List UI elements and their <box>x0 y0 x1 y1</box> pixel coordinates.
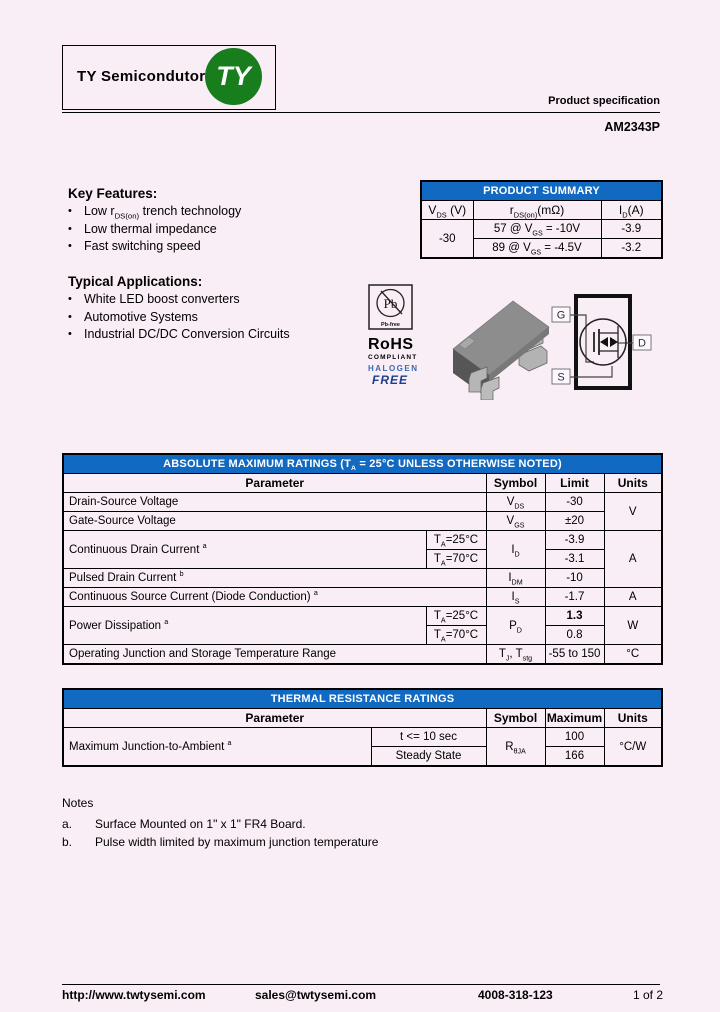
maximum-cell: 100 <box>545 728 604 747</box>
parameter-cell: Maximum Junction-to-Ambient $^a$ <box>63 728 371 767</box>
pin-configuration-diagram <box>550 286 652 398</box>
spec-label: Product specification <box>548 95 660 107</box>
note-label: a. <box>62 817 73 831</box>
limit-cell: -55 to 150 <box>545 645 604 665</box>
feature-text: Low $r_{DS(on)}$ trench technology <box>84 204 242 221</box>
page-indicator: 1 of 2 <box>633 988 664 1002</box>
symbol-cell: $I_S$ <box>486 588 545 607</box>
sot23-package-image <box>425 287 555 400</box>
summary-row <box>421 220 662 239</box>
applications-title: Typical Applications: <box>68 274 203 289</box>
svg-text:Pb-free: Pb-free <box>381 322 400 328</box>
col-header-rdson: $r_{DS(on)}(m\Omega)$ <box>473 201 601 220</box>
units-cell: °C/W <box>604 728 662 767</box>
header-symbol: Symbol <box>486 709 545 728</box>
id-value: -3.9 <box>601 220 662 239</box>
note-item <box>62 833 378 851</box>
condition-cell: $T_A=25^\circ C$ <box>426 607 486 626</box>
bullet-icon: • <box>68 293 72 305</box>
table-row <box>63 728 662 747</box>
gate-pin-label: G <box>556 309 566 322</box>
header-parameter: Parameter <box>63 474 486 493</box>
application-item <box>68 291 290 309</box>
units-cell: A <box>604 588 662 607</box>
units-cell: W <box>604 607 662 645</box>
header-units: Units <box>604 709 662 728</box>
brand-logo-icon <box>205 48 262 105</box>
col-header-id: $I_D(A)$ <box>601 201 662 220</box>
footer-phone: 4008-318-123 <box>478 988 553 1002</box>
feature-item <box>68 203 241 221</box>
parameter-cell: Drain-Source Voltage <box>63 493 486 512</box>
limit-cell: -3.1 <box>545 550 604 569</box>
symbol-cell: $R_{\theta JA}$ <box>486 728 545 767</box>
footer-rule <box>62 984 660 985</box>
table-row <box>63 607 662 626</box>
source-pin-label: S <box>557 371 565 384</box>
symbol-cell: $I_D$ <box>486 531 545 569</box>
maximum-cell: 166 <box>545 747 604 767</box>
limit-cell: -30 <box>545 493 604 512</box>
condition-cell: t <= 10 sec <box>371 728 486 747</box>
pb-free-icon <box>368 284 414 332</box>
table-row <box>63 588 662 607</box>
condition-cell: $T_A=70^\circ C$ <box>426 550 486 569</box>
drain-pin-label: D <box>638 337 646 350</box>
table-row <box>63 493 662 512</box>
rdson-value: 89 @ $V_{GS} = -4.5V$ <box>473 239 601 259</box>
header-units: Units <box>604 474 662 493</box>
table-row <box>63 569 662 588</box>
application-text: Automotive Systems <box>84 309 198 324</box>
note-text: Surface Mounted on 1" x 1" FR4 Board. <box>95 817 306 831</box>
parameter-cell: Continuous Drain Current $^a$ <box>63 531 426 569</box>
thermal-title: THERMAL RESISTANCE RATINGS <box>63 689 662 709</box>
parameter-cell: Continuous Source Current (Diode Conduction) $^a$ <box>63 588 486 607</box>
condition-cell: $T_A=25^\circ C$ <box>426 531 486 550</box>
brand-logo-letters: TY <box>216 61 251 91</box>
notes-section <box>62 796 378 851</box>
key-features-title: Key Features: <box>68 186 158 201</box>
absolute-maximum-ratings-table <box>62 453 663 665</box>
notes-title: Notes <box>62 796 94 810</box>
bullet-icon: • <box>68 222 72 235</box>
table-row <box>63 512 662 531</box>
limit-cell: -1.7 <box>545 588 604 607</box>
symbol-cell: $T_J$, $T_{stg}$ <box>486 645 545 665</box>
condition-cell: $T_A=70^\circ C$ <box>426 626 486 645</box>
parameter-cell: Power Dissipation $^a$ <box>63 607 426 645</box>
parameter-cell: Operating Junction and Storage Temperature Range <box>63 645 486 665</box>
parameter-cell: Gate-Source Voltage <box>63 512 486 531</box>
col-header-vds: $V_{DS}$ (V) <box>421 201 473 220</box>
feature-text: Low thermal impedance <box>84 221 217 236</box>
brand-text: TY Semicondutor <box>77 68 206 85</box>
limit-cell: 0.8 <box>545 626 604 645</box>
feature-text: Fast switching speed <box>84 239 201 253</box>
halogen-label: HALOGEN <box>368 364 419 373</box>
note-item <box>62 815 378 833</box>
footer-url[interactable]: http://www.twtysemi.com <box>62 988 206 1002</box>
note-label: b. <box>62 835 73 849</box>
feature-item <box>68 238 241 256</box>
header-parameter: Parameter <box>63 709 486 728</box>
table-row <box>63 531 662 550</box>
free-label: FREE <box>372 373 409 387</box>
product-summary-table <box>420 180 663 259</box>
symbol-cell: $I_{DM}$ <box>486 569 545 588</box>
brand-name <box>77 68 213 85</box>
symbol-cell: $V_{DS}$ <box>486 493 545 512</box>
bullet-icon: • <box>68 310 72 323</box>
units-cell: A <box>604 531 662 588</box>
header-maximum: Maximum <box>545 709 604 728</box>
id-value: -3.2 <box>601 239 662 259</box>
key-features-section <box>68 186 241 256</box>
limit-cell: -10 <box>545 569 604 588</box>
bullet-icon: • <box>68 205 72 217</box>
parameter-cell: Pulsed Drain Current $^b$ <box>63 569 486 588</box>
feature-item <box>68 221 241 239</box>
limit-cell: ±20 <box>545 512 604 531</box>
thermal-resistance-table <box>62 688 663 767</box>
symbol-cell: $V_{GS}$ <box>486 512 545 531</box>
abs-max-title: ABSOLUTE MAXIMUM RATINGS ($T_A = 25^\circ C$ UNLESS OTHERWISE NOTED) <box>63 454 662 474</box>
rdson-value: 57 @ $V_{GS} = -10V$ <box>473 220 601 239</box>
condition-cell: Steady State <box>371 747 486 767</box>
application-text: White LED boost converters <box>84 292 240 306</box>
applications-section <box>68 274 290 344</box>
table-row <box>63 645 662 665</box>
footer-email[interactable]: sales@twtysemi.com <box>255 988 377 1002</box>
header-limit: Limit <box>545 474 604 493</box>
units-cell: V <box>604 493 662 531</box>
symbol-cell: $P_D$ <box>486 607 545 645</box>
limit-cell: -3.9 <box>545 531 604 550</box>
part-number: AM2343P <box>604 120 660 134</box>
application-item <box>68 309 290 327</box>
application-text: Industrial DC/DC Conversion Circuits <box>84 327 290 341</box>
header-rule <box>62 112 660 113</box>
vds-value: -30 <box>421 220 473 259</box>
svg-text:Pb: Pb <box>383 296 398 311</box>
header-symbol: Symbol <box>486 474 545 493</box>
bullet-icon: • <box>68 328 72 340</box>
product-summary-title: PRODUCT SUMMARY <box>421 181 662 201</box>
note-text: Pulse width limited by maximum junction temperature <box>95 835 379 849</box>
units-cell: °C <box>604 645 662 665</box>
compliant-label: COMPLIANT <box>368 354 418 361</box>
rohs-label: RoHS <box>368 336 414 353</box>
bullet-icon: • <box>68 240 72 252</box>
limit-cell: 1.3 <box>545 607 604 626</box>
application-item <box>68 326 290 344</box>
